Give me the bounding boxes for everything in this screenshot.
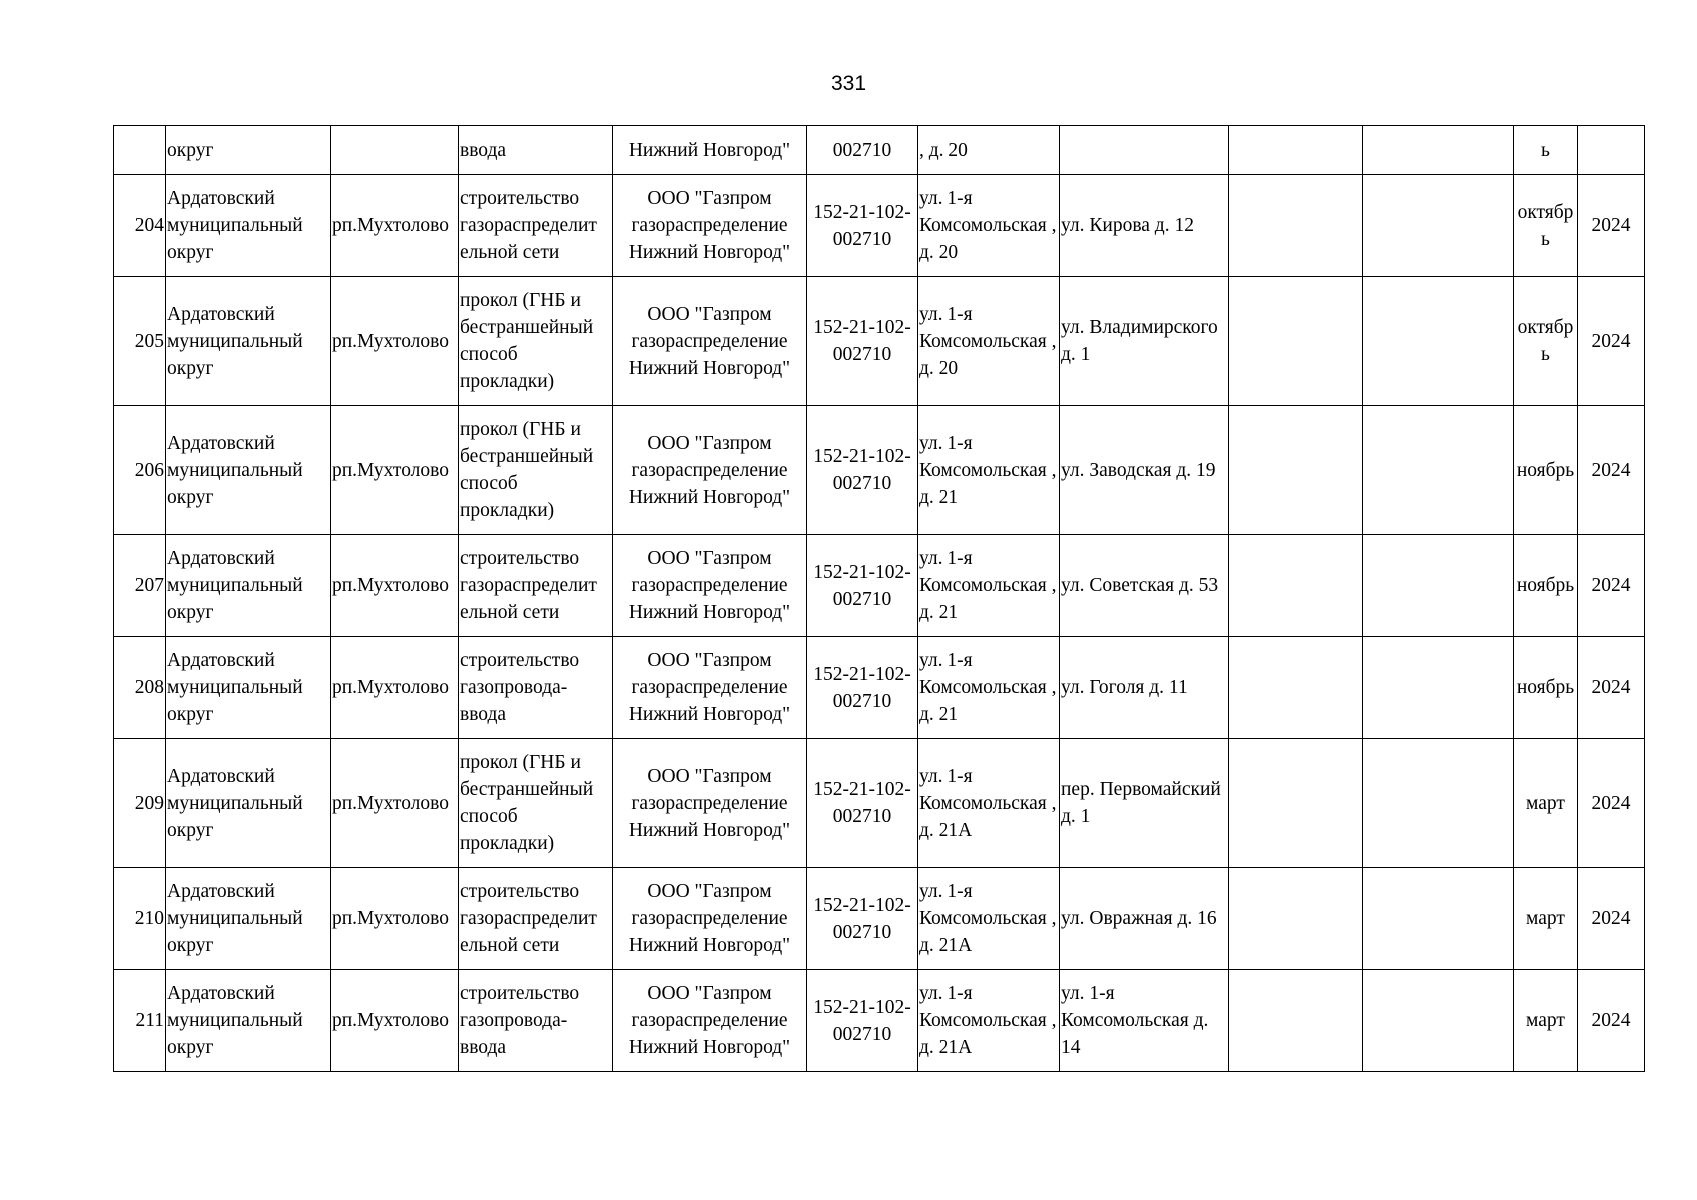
cell-org: ООО "Газпром газораспределение Нижний Новгород" bbox=[613, 637, 807, 739]
cell-year bbox=[1578, 126, 1645, 175]
cell-col10 bbox=[1363, 126, 1514, 175]
cell-org: ООО "Газпром газораспределение Нижний Новгород" bbox=[613, 175, 807, 277]
cell-address-to: ул. Заводская д. 19 bbox=[1060, 406, 1229, 535]
cell-code: 152-21-102-002710 bbox=[807, 970, 918, 1072]
cell-col9 bbox=[1229, 637, 1363, 739]
cell-month: ноябрь bbox=[1514, 535, 1578, 637]
cell-col10 bbox=[1363, 868, 1514, 970]
cell-work: строительство газопровода-ввода bbox=[459, 637, 613, 739]
cell-settlement: рп.Мухтолово bbox=[331, 175, 459, 277]
cell-col10 bbox=[1363, 175, 1514, 277]
cell-num: 207 bbox=[114, 535, 166, 637]
cell-org: ООО "Газпром газораспределение Нижний Новгород" bbox=[613, 535, 807, 637]
cell-col9 bbox=[1229, 970, 1363, 1072]
cell-address-from: ул. 1-я Комсомольская , д. 21А bbox=[918, 868, 1060, 970]
cell-col9 bbox=[1229, 739, 1363, 868]
cell-org: ООО "Газпром газораспределение Нижний Новгород" bbox=[613, 868, 807, 970]
cell-month: ноябрь bbox=[1514, 637, 1578, 739]
cell-district: Ардатовский муниципальный округ bbox=[166, 175, 331, 277]
cell-num: 205 bbox=[114, 277, 166, 406]
cell-month: ь bbox=[1514, 126, 1578, 175]
table-row bbox=[114, 535, 1645, 637]
cell-month: март bbox=[1514, 739, 1578, 868]
cell-address-from: , д. 20 bbox=[918, 126, 1060, 175]
cell-num: 208 bbox=[114, 637, 166, 739]
cell-address-to: ул. Гоголя д. 11 bbox=[1060, 637, 1229, 739]
cell-year: 2024 bbox=[1578, 175, 1645, 277]
cell-num bbox=[114, 126, 166, 175]
cell-work: прокол (ГНБ и бестраншейный способ прокладки) bbox=[459, 277, 613, 406]
cell-work: строительство газораспределит ельной сети bbox=[459, 175, 613, 277]
cell-year: 2024 bbox=[1578, 970, 1645, 1072]
cell-code: 152-21-102-002710 bbox=[807, 277, 918, 406]
cell-col10 bbox=[1363, 970, 1514, 1072]
cell-address-to bbox=[1060, 126, 1229, 175]
cell-org: ООО "Газпром газораспределение Нижний Новгород" bbox=[613, 970, 807, 1072]
cell-address-to: ул. Овражная д. 16 bbox=[1060, 868, 1229, 970]
cell-col9 bbox=[1229, 277, 1363, 406]
cell-num: 206 bbox=[114, 406, 166, 535]
cell-col10 bbox=[1363, 406, 1514, 535]
cell-col9 bbox=[1229, 535, 1363, 637]
cell-col9 bbox=[1229, 406, 1363, 535]
cell-year: 2024 bbox=[1578, 277, 1645, 406]
cell-settlement: рп.Мухтолово bbox=[331, 637, 459, 739]
cell-code: 152-21-102-002710 bbox=[807, 868, 918, 970]
cell-district: Ардатовский муниципальный округ bbox=[166, 739, 331, 868]
cell-address-from: ул. 1-я Комсомольская , д. 20 bbox=[918, 175, 1060, 277]
cell-year: 2024 bbox=[1578, 739, 1645, 868]
cell-col10 bbox=[1363, 637, 1514, 739]
cell-month: март bbox=[1514, 868, 1578, 970]
table-row bbox=[114, 739, 1645, 868]
table-body bbox=[114, 126, 1645, 1072]
table-row bbox=[114, 970, 1645, 1072]
cell-col10 bbox=[1363, 535, 1514, 637]
cell-address-from: ул. 1-я Комсомольская , д. 21 bbox=[918, 535, 1060, 637]
cell-district: Ардатовский муниципальный округ bbox=[166, 406, 331, 535]
cell-settlement: рп.Мухтолово bbox=[331, 277, 459, 406]
cell-num: 211 bbox=[114, 970, 166, 1072]
cell-num: 209 bbox=[114, 739, 166, 868]
cell-district: округ bbox=[166, 126, 331, 175]
cell-month: октябр ь bbox=[1514, 175, 1578, 277]
cell-address-to: ул. Кирова д. 12 bbox=[1060, 175, 1229, 277]
table-row bbox=[114, 175, 1645, 277]
cell-settlement: рп.Мухтолово bbox=[331, 406, 459, 535]
cell-month: март bbox=[1514, 970, 1578, 1072]
cell-code: 002710 bbox=[807, 126, 918, 175]
cell-settlement: рп.Мухтолово bbox=[331, 739, 459, 868]
cell-year: 2024 bbox=[1578, 406, 1645, 535]
cell-col10 bbox=[1363, 739, 1514, 868]
table-row bbox=[114, 637, 1645, 739]
cell-org: ООО "Газпром газораспределение Нижний Новгород" bbox=[613, 277, 807, 406]
table-row bbox=[114, 868, 1645, 970]
cell-address-from: ул. 1-я Комсомольская , д. 21 bbox=[918, 406, 1060, 535]
cell-col9 bbox=[1229, 126, 1363, 175]
cell-month: октябр ь bbox=[1514, 277, 1578, 406]
cell-work: строительство газопровода-ввода bbox=[459, 970, 613, 1072]
cell-address-to: ул. Владимирского д. 1 bbox=[1060, 277, 1229, 406]
cell-district: Ардатовский муниципальный округ bbox=[166, 535, 331, 637]
cell-year: 2024 bbox=[1578, 535, 1645, 637]
cell-num: 210 bbox=[114, 868, 166, 970]
cell-col9 bbox=[1229, 175, 1363, 277]
cell-col10 bbox=[1363, 277, 1514, 406]
cell-code: 152-21-102-002710 bbox=[807, 406, 918, 535]
cell-work: строительство газораспределит ельной сети bbox=[459, 868, 613, 970]
cell-code: 152-21-102-002710 bbox=[807, 739, 918, 868]
table-row-continuation bbox=[114, 126, 1645, 175]
cell-settlement: рп.Мухтолово bbox=[331, 535, 459, 637]
cell-address-to: ул. 1-я Комсомольская д. 14 bbox=[1060, 970, 1229, 1072]
cell-address-from: ул. 1-я Комсомольская , д. 21А bbox=[918, 739, 1060, 868]
cell-work: прокол (ГНБ и бестраншейный способ прокладки) bbox=[459, 406, 613, 535]
cell-district: Ардатовский муниципальный округ bbox=[166, 637, 331, 739]
cell-work: строительство газораспределит ельной сети bbox=[459, 535, 613, 637]
cell-address-from: ул. 1-я Комсомольская , д. 21 bbox=[918, 637, 1060, 739]
table-row bbox=[114, 406, 1645, 535]
cell-settlement: рп.Мухтолово bbox=[331, 868, 459, 970]
cell-address-to: ул. Советская д. 53 bbox=[1060, 535, 1229, 637]
cell-work: ввода bbox=[459, 126, 613, 175]
gas-works-table bbox=[113, 125, 1645, 1072]
cell-org: ООО "Газпром газораспределение Нижний Новгород" bbox=[613, 406, 807, 535]
cell-month: ноябрь bbox=[1514, 406, 1578, 535]
cell-code: 152-21-102-002710 bbox=[807, 535, 918, 637]
cell-district: Ардатовский муниципальный округ bbox=[166, 277, 331, 406]
cell-settlement bbox=[331, 126, 459, 175]
page-number: 331 bbox=[830, 72, 867, 95]
cell-address-to: пер. Первомайский д. 1 bbox=[1060, 739, 1229, 868]
cell-district: Ардатовский муниципальный округ bbox=[166, 970, 331, 1072]
cell-org: Нижний Новгород" bbox=[613, 126, 807, 175]
cell-settlement: рп.Мухтолово bbox=[331, 970, 459, 1072]
cell-address-from: ул. 1-я Комсомольская , д. 21А bbox=[918, 970, 1060, 1072]
cell-work: прокол (ГНБ и бестраншейный способ прокладки) bbox=[459, 739, 613, 868]
cell-org: ООО "Газпром газораспределение Нижний Новгород" bbox=[613, 739, 807, 868]
cell-col9 bbox=[1229, 868, 1363, 970]
cell-num: 204 bbox=[114, 175, 166, 277]
cell-year: 2024 bbox=[1578, 868, 1645, 970]
cell-year: 2024 bbox=[1578, 637, 1645, 739]
cell-code: 152-21-102-002710 bbox=[807, 637, 918, 739]
cell-address-from: ул. 1-я Комсомольская , д. 20 bbox=[918, 277, 1060, 406]
cell-district: Ардатовский муниципальный округ bbox=[166, 868, 331, 970]
cell-code: 152-21-102-002710 bbox=[807, 175, 918, 277]
table-row bbox=[114, 277, 1645, 406]
